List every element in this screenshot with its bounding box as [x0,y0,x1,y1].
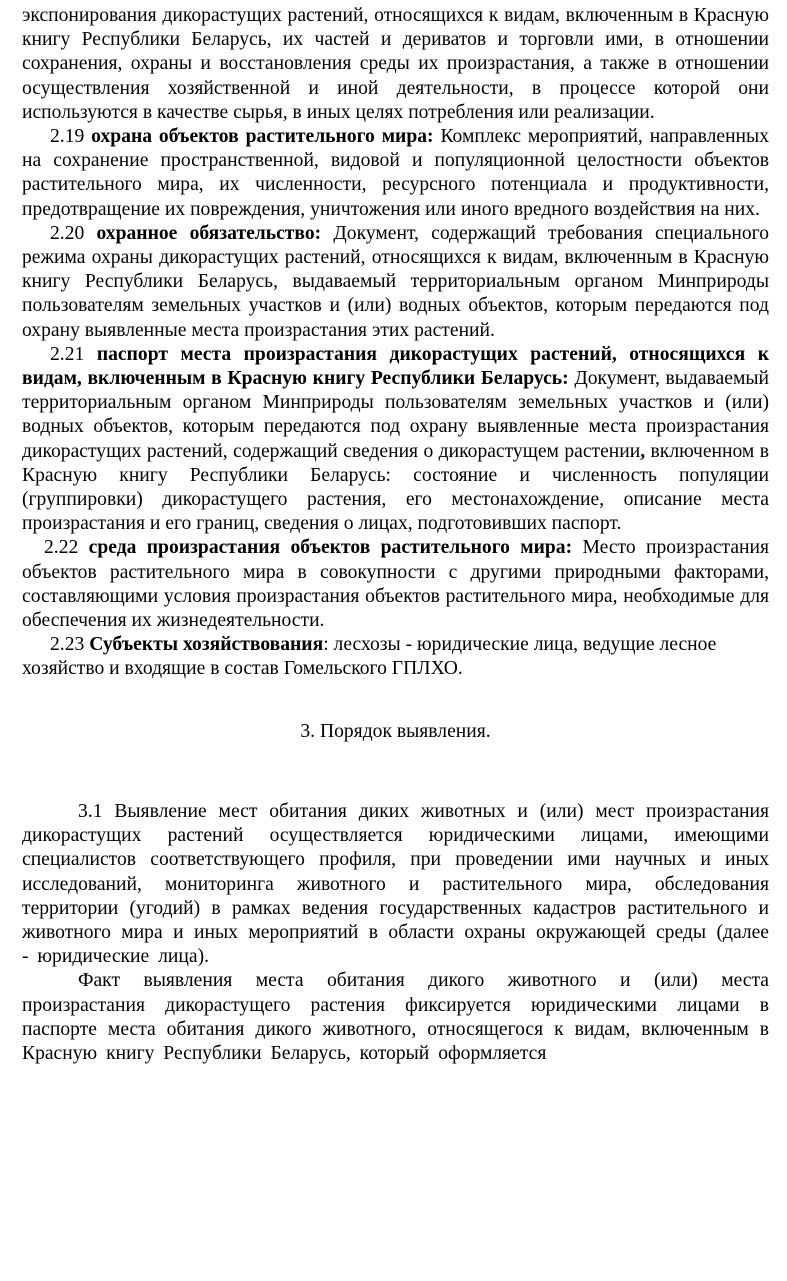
document-page [22,4,769,1066]
definition-text: : лесхозы - юридические лица, ведущие лесное хозяйство и входящие в состав Гомельского ГПЛХО. [22,634,717,680]
paragraph-2-20 [22,222,769,343]
clause-number: 2.20 [50,222,85,244]
bold-comma: , [640,440,646,462]
spacer [22,744,769,800]
paragraph-2-22 [22,536,769,633]
definition-text: Документ, выдаваемый территориальным органом Минприроды пользователям земельных участков и (или) водных объектов, которым передаются под охрану выявленные места произрастания дикорастущих растений, содержащий сведения о дикорастущем растении [22,368,769,462]
definition-text: Место произрастания объектов растительного мира в совокупности с другими природными факторами, составляющими условия произрастания объектов растительного мира, необходимые для обеспечения их жизнедеятельности. [22,537,769,632]
paragraph-2-19 [22,125,769,222]
paragraph-3-1-fact: Факт выявления места обитания дикого животного и (или) места произрастания дикорастущего растения фиксируется юридическими лицами в паспорте места обитания дикого животного, относящегося к видам, включенным в Красную книгу Республики Беларусь, который оформляется [22,970,769,1064]
definition-text: Комплекс мероприятий, направленных на сохранение пространственной, видовой и популяционной целостности объектов растительного мира, их численности, ресурсного потенциала и продуктивности, предотвращение их повреждения, уничтожения или иного вредного воздействия на них. [22,126,770,220]
clause-number: 2.19 [50,126,85,148]
paragraph-intro: экспонирования дикорастущих растений, относящихся к видам, включенным в Красную книгу Республики Беларусь, их частей и дериватов и торговли ими, в отношении сохранения, охраны и восстановления среды их произрастания, а также в отношении осуществления хозяйственной и иной деятельности, в процессе которой они используются в качестве сырья, в иных целях потребления или реализации. [22,5,769,123]
clause-number: 2.22 [44,537,79,559]
paragraph-2-23 [22,633,769,681]
term-heading: охранное обязательство: [96,222,322,244]
definition-text: Документ, содержащий требования специального режима охраны дикорастущих растений, относящихся к видам, включенным в Красную книгу Республики Беларусь, выдаваемый территориальным органом Минприроды пользователям земельных участков и (или) водных объектов, которым передаются под охрану выявленные места произрастания этих растений. [22,222,770,341]
paragraph-2-21 [22,343,769,537]
term-heading: Субъекты хозяйствования [89,634,324,656]
definition-text-continued: включенном в Красную книгу Республики Беларусь: состояние и численность популяции (группировки) дикорастущего растения, его местонахождение, описание места произрастания и его границ, сведения о лицах, подготовивших паспорт. [22,440,769,535]
section-3-title: 3. Порядок выявления. [300,720,491,742]
term-heading: паспорт места произрастания дикорастущих растений, относящихся к видам, включенным в Красную книгу Республики Беларусь: [22,343,769,390]
term-heading: охрана объектов растительного мира: [91,126,434,148]
term-heading: среда произрастания объектов растительного мира: [88,537,573,559]
clause-number: 2.23 [50,634,85,656]
paragraph-3-1: 3.1 Выявление мест обитания диких животных и (или) мест произрастания дикорастущих растений осуществляется юридическими лицами, имеющими специалистов соответствующего профиля, при проведении ими научных и иных исследований, мониторинга животного и растительного мира, обследования территории (угодий) в рамках ведения государственных кадастров растительного и животного мира и иных мероприятий в области охраны окружающей среды (далее - юридические лица). [22,800,769,968]
clause-number: 2.21 [50,343,85,365]
